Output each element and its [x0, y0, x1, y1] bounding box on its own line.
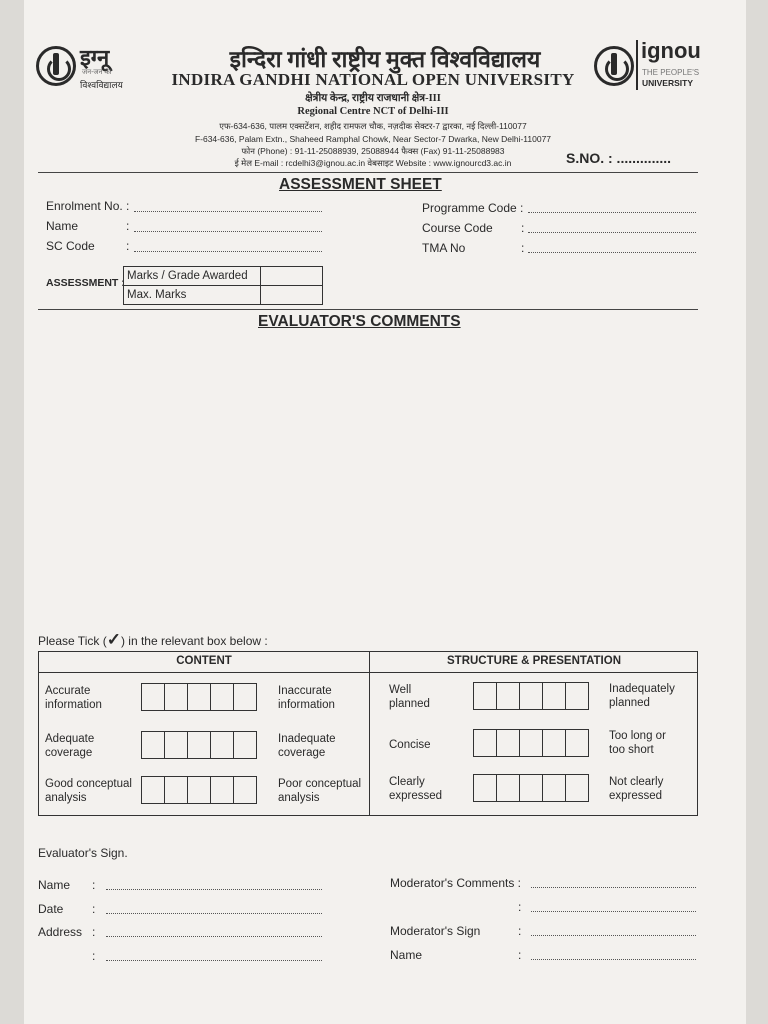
content-row-3-right: Poor conceptual analysis — [278, 778, 362, 804]
footer-name-colon: : — [92, 878, 96, 892]
max-marks-label: Max. Marks — [124, 286, 261, 305]
sc-code-colon: : — [126, 239, 130, 253]
footer-address-colon-2: : — [92, 949, 96, 963]
assessment-label: ASSESSMENT : — [46, 277, 125, 289]
marks-awarded-label: Marks / Grade Awarded — [124, 267, 261, 286]
phone-fax-line: फोन (Phone) : 91-11-25088939, 25088944 फैक्स (Fax) 91-11-25088983 — [241, 146, 505, 156]
evaluator-name-field[interactable] — [106, 889, 322, 890]
footer-date-colon: : — [92, 902, 96, 916]
structure-row-1-boxes[interactable] — [473, 682, 588, 710]
enrolment-field[interactable] — [134, 211, 322, 212]
evaluation-table — [38, 651, 698, 816]
tick-icon: ✓ — [106, 630, 121, 649]
footer-address-label: Address — [38, 925, 83, 939]
content-row-1-left: Accurate information — [45, 685, 102, 711]
tick-instruction — [38, 630, 268, 650]
structure-row-3-right: Not clearly expressed — [609, 776, 664, 802]
logo-hindi-short: इग्नू — [80, 45, 110, 70]
content-row-1-boxes[interactable] — [141, 683, 256, 711]
structure-row-1-right: Inadequately planned — [609, 683, 675, 709]
max-marks-value[interactable] — [261, 286, 323, 305]
footer-name-label: Name — [38, 878, 71, 892]
name-label: Name — [46, 219, 79, 233]
evaluator-sign-label: Evaluator's Sign. — [38, 846, 128, 860]
structure-row-3-left: Clearly expressed — [389, 776, 443, 802]
name-field[interactable] — [134, 231, 322, 232]
logo-hindi-tag: जन-जन का — [82, 69, 112, 76]
tma-no-field[interactable] — [528, 252, 696, 253]
english-region-line: Regional Centre NCT of Delhi-III — [297, 106, 449, 117]
header-divider — [38, 172, 698, 173]
content-heading: CONTENT — [176, 655, 232, 667]
sc-code-field[interactable] — [134, 251, 322, 252]
logo-hindi-univ: विश्वविद्यालय — [80, 80, 123, 90]
serial-number: S.NO. : .............. — [566, 150, 672, 166]
content-row-2-boxes[interactable] — [141, 731, 256, 759]
evaluator-address-field[interactable] — [106, 936, 322, 937]
course-code-colon: : — [521, 221, 525, 235]
content-row-3-boxes[interactable] — [141, 776, 256, 804]
marks-table — [123, 266, 323, 305]
footer-date-label: Date — [38, 902, 64, 916]
course-code-label: Course Code — [422, 221, 493, 235]
evaluators-comments-heading: EVALUATOR'S COMMENTS — [258, 313, 461, 330]
name-colon: : — [126, 219, 130, 233]
course-code-field[interactable] — [528, 232, 696, 233]
tick-instruction-post: ) in the relevant box below : — [120, 634, 268, 648]
content-row-3-left: Good conceptual analysis — [45, 778, 132, 804]
structure-heading: STRUCTURE & PRESENTATION — [447, 655, 621, 667]
sc-code-label: SC Code — [46, 239, 95, 253]
tma-no-colon: : — [521, 241, 525, 255]
moderator-comments-colon: : — [518, 900, 522, 914]
moderator-sign-field[interactable] — [531, 935, 696, 936]
moderator-name-label: Name — [390, 948, 423, 962]
programme-code-label: Programme Code : — [422, 201, 524, 215]
english-university-title: INDIRA GANDHI NATIONAL OPEN UNIVERSITY — [171, 70, 575, 89]
footer-address-colon: : — [92, 925, 96, 939]
header-divider — [39, 672, 697, 673]
moderator-name-field[interactable] — [531, 959, 696, 960]
structure-row-1-left: Well planned — [389, 684, 430, 710]
hindi-region-line: क्षेत्रीय केन्द्र, राष्ट्रीय राजधानी क्षेत्र-III — [305, 93, 441, 104]
evaluator-date-field[interactable] — [106, 913, 322, 914]
structure-row-2-left: Concise — [389, 739, 431, 751]
marks-awarded-value[interactable] — [261, 267, 323, 286]
comments-area[interactable] — [38, 333, 698, 618]
programme-code-field[interactable] — [528, 212, 696, 213]
tick-instruction-pre: Please Tick ( — [38, 634, 107, 648]
address-hindi: एफ-634-636, पालम एक्सटेंशन, शहीद रामफल चौक, नज़दीक सेक्टर-7 द्वारका, नई दिल्ली-110077 — [219, 121, 527, 131]
structure-row-2-right: Too long or too short — [609, 730, 666, 756]
moderator-sign-label: Moderator's Sign — [390, 924, 481, 938]
email-website-line: ई मेल E-mail : rcdelhi3@ignou.ac.in वेबसाइट Website : www.ignourcd3.ac.in — [234, 158, 512, 168]
logo-ignou-text: ignou — [641, 38, 701, 63]
assessment-sheet-page — [24, 0, 746, 1024]
moderator-sign-colon: : — [518, 924, 522, 938]
content-row-2-left: Adequate coverage — [45, 733, 95, 759]
content-row-2-right: Inadequate coverage — [278, 733, 336, 759]
moderator-name-colon: : — [518, 948, 522, 962]
address-english: F-634-636, Palam Extn., Shaheed Ramphal Chowk, Near Sector-7 Dwarka, New Delhi-110077 — [194, 134, 552, 144]
structure-row-3-boxes[interactable] — [473, 774, 588, 802]
column-divider — [369, 652, 370, 815]
section-divider — [38, 309, 698, 310]
structure-row-2-boxes[interactable] — [473, 729, 588, 757]
moderator-comments-field-2[interactable] — [531, 911, 696, 912]
assessment-sheet-title: ASSESSMENT SHEET — [279, 176, 442, 193]
enrolment-label: Enrolment No. : — [46, 199, 130, 213]
logo-tagline-1: THE PEOPLE'S — [642, 68, 700, 77]
hindi-university-title: इन्दिरा गांधी राष्ट्रीय मुक्त विश्वविद्यालय — [229, 47, 541, 72]
tma-no-label: TMA No — [422, 241, 466, 255]
evaluator-address-field-2[interactable] — [106, 960, 322, 961]
logo-tagline-2: UNIVERSITY — [642, 78, 694, 88]
moderator-comments-label: Moderator's Comments : — [390, 876, 521, 890]
content-row-1-right: Inaccurate information — [278, 685, 335, 711]
moderator-comments-field[interactable] — [531, 887, 696, 888]
